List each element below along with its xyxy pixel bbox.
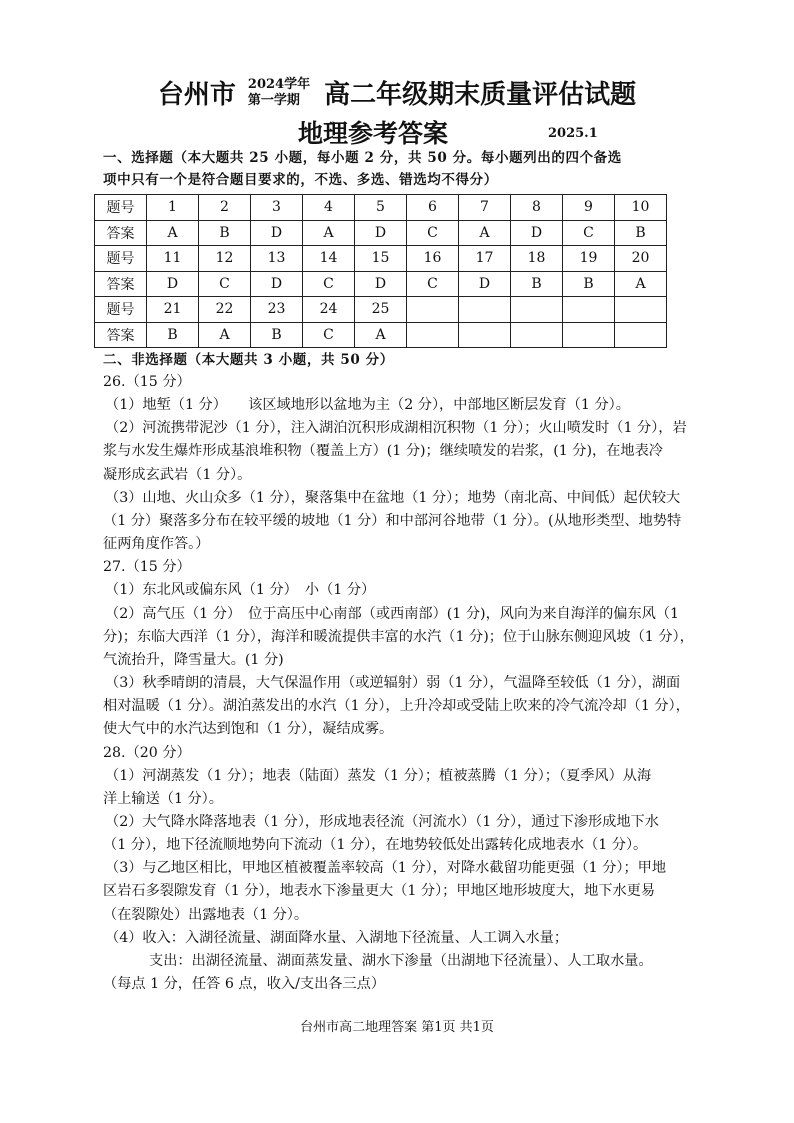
table-row: [95, 271, 667, 297]
question-heading: 28.（20 分）: [103, 744, 191, 761]
table-cell: D: [147, 271, 199, 297]
table-cell: C: [563, 220, 615, 246]
table-cell: C: [407, 271, 459, 297]
table-cell: 7: [459, 195, 511, 221]
section1-heading: [103, 147, 622, 191]
table-cell: 4: [303, 195, 355, 221]
answer-line: （每点 1 分，任答 6 点，收入/支出各三点）: [103, 976, 386, 993]
table-row: [95, 246, 667, 272]
table-cell: A: [147, 220, 199, 246]
table-cell: 12: [199, 246, 251, 272]
answer-line: （2）高气压（1 分） 位于高压中心南部（或西南部）(1 分)，风向为来自海洋的偏东风（1: [105, 605, 680, 622]
table-cell: A: [303, 220, 355, 246]
answer-line: 浆与水发生爆炸形成基浪堆积物（覆盖上方）(1 分)；继续喷发的岩浆，(1 分)，在地表冷: [103, 443, 663, 460]
table-cell: A: [199, 322, 251, 348]
table-cell: [615, 297, 667, 323]
table-cell: A: [355, 322, 407, 348]
question-heading: 26.（15 分）: [103, 374, 191, 390]
table-cell: [563, 322, 615, 348]
table-row: [95, 297, 667, 323]
table-cell: 5: [355, 195, 407, 221]
table-cell: [459, 322, 511, 348]
school-year: 2024学年: [247, 76, 311, 92]
table-cell: 8: [511, 195, 563, 221]
table-cell: C: [303, 271, 355, 297]
table-cell: 20: [615, 246, 667, 272]
table-cell: D: [355, 271, 407, 297]
table-cell: 10: [615, 195, 667, 221]
table-cell: 22: [199, 297, 251, 323]
answer-body: [103, 371, 713, 996]
table-cell: B: [199, 220, 251, 246]
answer-line: 相对温暖（1 分）。湖泊蒸发出的水汽（1 分），上升冷却或受陆上吹来的冷气流冷却（1 分），: [103, 698, 690, 715]
table-cell: [615, 322, 667, 348]
answer-line: 洋上输送（1 分）。: [103, 790, 223, 807]
row-label: 答案: [95, 271, 147, 297]
table-cell: [511, 322, 563, 348]
table-cell: D: [459, 271, 511, 297]
answer-line: （1）东北风或偏东风（1 分） 小（1 分）: [105, 582, 376, 599]
answer-line: （在裂隙处）出露地表（1 分）。: [103, 906, 309, 923]
table-cell: [511, 297, 563, 323]
answer-line: （1 分）聚落多分布在较平缓的坡地（1 分）和中部河谷地带（1 分）。(从地形类型、地势特: [103, 512, 682, 529]
exam-name: 高二年级期末质量评估试题: [324, 80, 637, 110]
table-cell: 21: [147, 297, 199, 323]
semester: 第一学期: [247, 92, 300, 108]
answer-line: 支出：出湖径流量、湖面蒸发量、湖水下渗量（出湖地下径流量）、人工取水量。: [149, 952, 653, 969]
table-cell: 23: [251, 297, 303, 323]
table-cell: 16: [407, 246, 459, 272]
table-row: [95, 322, 667, 348]
answer-line: （1）地堑（1 分） 该区域地形以盆地为主（2 分），中部地区断层发育（1 分）。: [105, 397, 630, 414]
answer-line: 区岩石多裂隙发育（1 分），地表水下渗量更大（1 分）；甲地区地形坡度大，地下水更易: [103, 883, 656, 900]
row-label: 答案: [95, 322, 147, 348]
table-cell: 18: [511, 246, 563, 272]
row-label: 答案: [95, 220, 147, 246]
table-row: [95, 195, 667, 221]
table-cell: B: [615, 220, 667, 246]
table-cell: C: [407, 220, 459, 246]
answer-line: （3）秋季晴朗的清晨，大气保温作用（或逆辐射）弱（1 分），气温降至较低（1 分），湖面: [105, 675, 681, 692]
answer-line: （1 分），地下径流顺地势向下流动（1 分），在地势较低处出露转化成地表水（1 分）。: [103, 837, 648, 854]
table-cell: 1: [147, 195, 199, 221]
document-date: 2025.1: [548, 126, 598, 141]
table-cell: B: [563, 271, 615, 297]
document-subtitle: 地理参考答案: [298, 119, 449, 148]
table-cell: [407, 297, 459, 323]
answer-table: [94, 194, 667, 348]
page-footer: 台州市高二地理答案 第1页 共1页: [300, 1020, 494, 1035]
table-cell: C: [199, 271, 251, 297]
table-cell: D: [251, 220, 303, 246]
table-cell: A: [615, 271, 667, 297]
table-cell: A: [459, 220, 511, 246]
table-cell: C: [303, 322, 355, 348]
section2-heading: 二、非选择题（本大题共 3 小题，共 50 分）: [103, 352, 394, 368]
table-cell: 14: [303, 246, 355, 272]
table-cell: B: [511, 271, 563, 297]
answer-line: （2）河流携带泥沙（1 分），注入湖泊沉积形成湖相沉积物（1 分）；火山喷发时（1 分），岩: [105, 420, 687, 437]
answer-line: 凝形成玄武岩（1 分）。: [103, 466, 252, 483]
section1-heading-line: 项中只有一个是符合题目要求的，不选、多选、错选均不得分）: [103, 172, 498, 188]
city-name: 台州市: [157, 80, 236, 110]
table-cell: 11: [147, 246, 199, 272]
table-cell: [563, 297, 615, 323]
table-cell: 2: [199, 195, 251, 221]
row-label: 题号: [95, 246, 147, 272]
answer-line: 征两角度作答。）: [103, 536, 210, 553]
table-cell: 13: [251, 246, 303, 272]
table-cell: 9: [563, 195, 615, 221]
table-cell: [407, 322, 459, 348]
table-row: [95, 220, 667, 246]
answer-line: 使大气中的水汽达到饱和（1 分），凝结成雾。: [103, 721, 394, 738]
table-cell: B: [251, 322, 303, 348]
answer-line: （3）与乙地区相比，甲地区植被覆盖率较高（1 分），对降水截留功能更强（1 分）；甲地: [105, 860, 667, 877]
table-cell: D: [355, 220, 407, 246]
section1-heading-line: 一、选择题（本大题共 25 小题，每小题 2 分，共 50 分。每小题列出的四个备选: [103, 150, 622, 166]
table-cell: 24: [303, 297, 355, 323]
table-cell: 6: [407, 195, 459, 221]
answer-line: （1）河湖蒸发（1 分）；地表（陆面）蒸发（1 分）；植被蒸腾（1 分）；（夏季风）从海: [105, 767, 652, 784]
table-cell: 19: [563, 246, 615, 272]
school-term: [248, 77, 310, 109]
row-label: 题号: [95, 195, 147, 221]
table-cell: D: [511, 220, 563, 246]
answer-line: 气流抬升，降雪量大。(1 分): [103, 651, 284, 668]
document-title: [0, 74, 794, 111]
table-cell: 25: [355, 297, 407, 323]
table-cell: 3: [251, 195, 303, 221]
table-cell: 17: [459, 246, 511, 272]
row-label: 题号: [95, 297, 147, 323]
table-cell: B: [147, 322, 199, 348]
table-cell: 15: [355, 246, 407, 272]
answer-line: （2）大气降水降落地表（1 分），形成地表径流（河流水）（1 分），通过下渗形成地下水: [105, 813, 659, 830]
table-cell: D: [251, 271, 303, 297]
answer-line: 分)；东临大西洋（1 分），海洋和暖流提供丰富的水汽（1 分)；位于山脉东侧迎风坡（1 分），: [103, 628, 694, 645]
question-heading: 27.（15 分）: [103, 559, 191, 576]
table-cell: [459, 297, 511, 323]
answer-line: （3）山地、火山众多（1 分），聚落集中在盆地（1 分）；地势（南北高、中间低）起伏较大: [105, 489, 681, 506]
answer-line: （4）收入：入湖径流量、湖面降水量、入湖地下径流量、人工调入水量；: [105, 929, 569, 946]
